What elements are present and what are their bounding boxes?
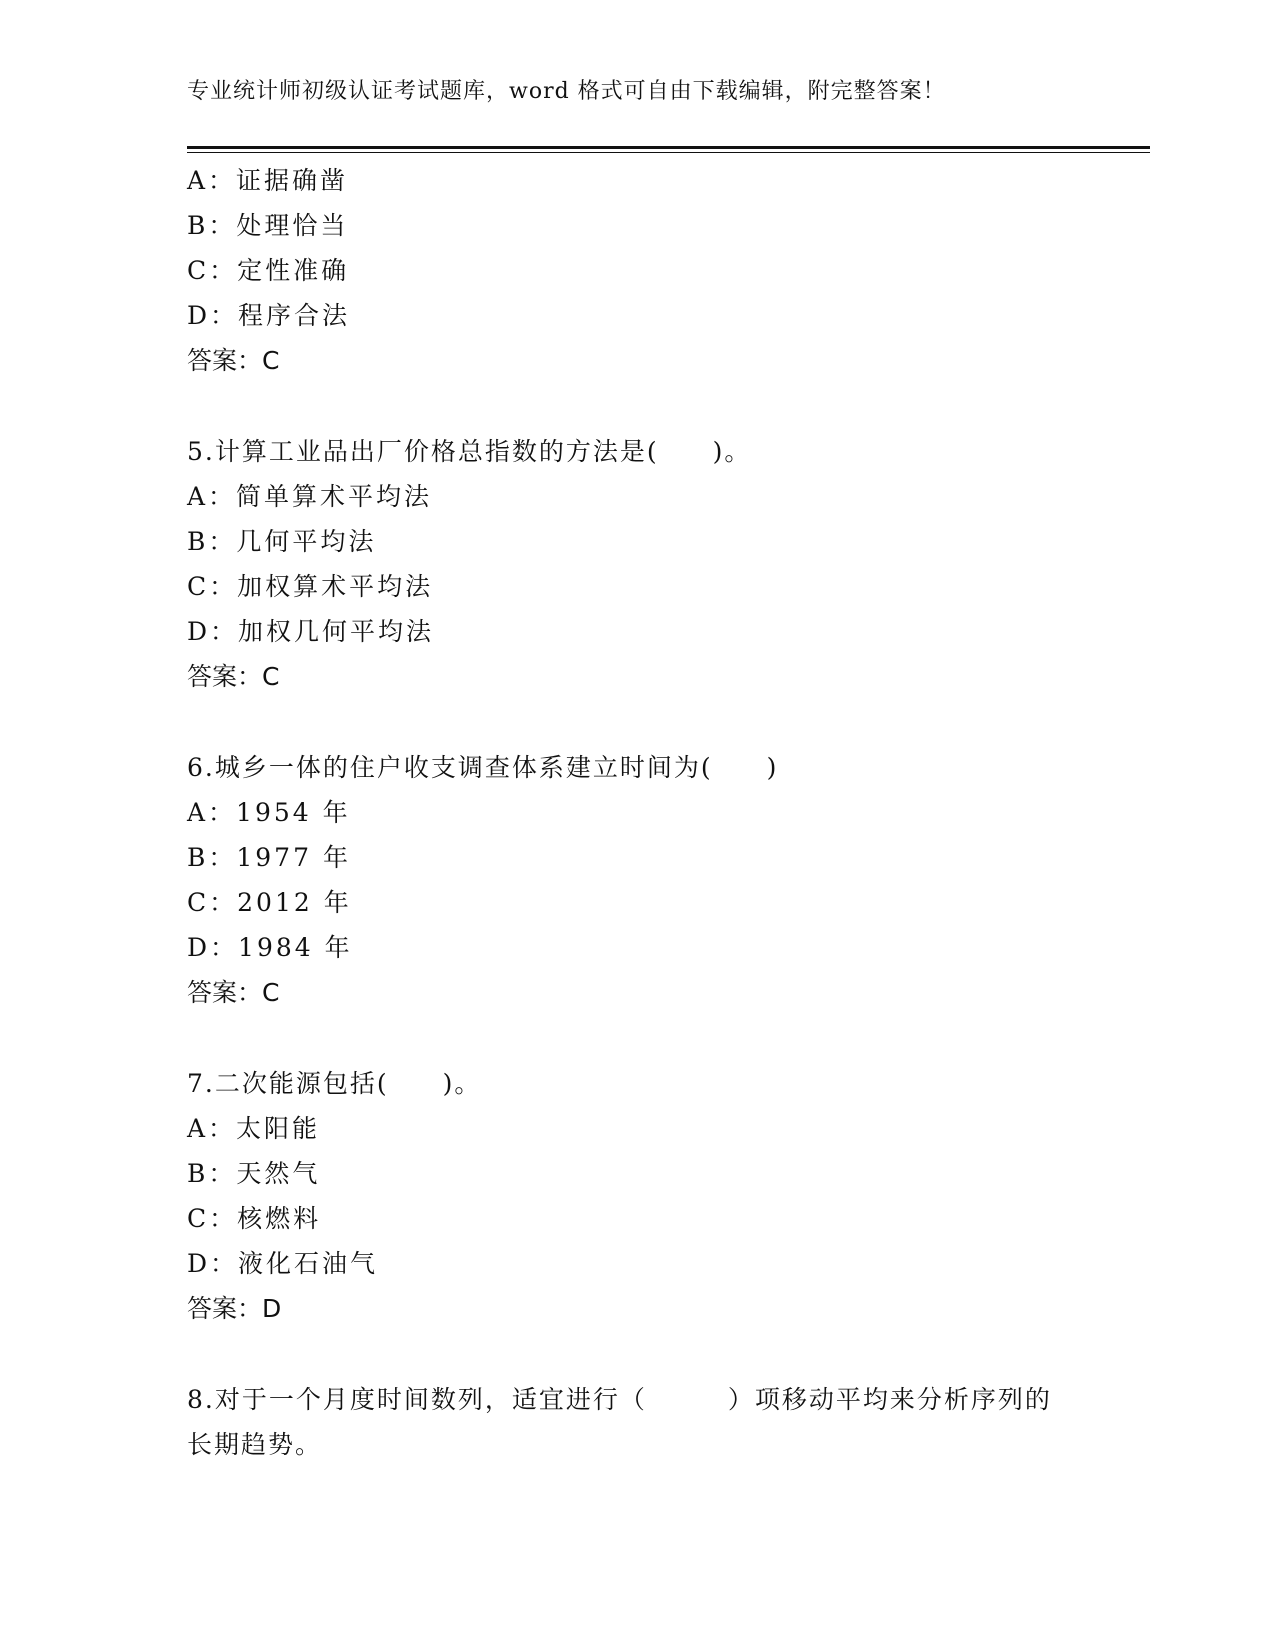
question-list bbox=[187, 158, 1107, 1467]
spacer bbox=[187, 1015, 1107, 1061]
answer: 答案：D bbox=[187, 1294, 282, 1323]
option-b: B：处理恰当 bbox=[187, 211, 349, 240]
spacer bbox=[187, 699, 1107, 745]
question-7 bbox=[187, 1061, 1107, 1331]
option-b: B：1977 年 bbox=[187, 843, 351, 872]
answer: 答案：C bbox=[187, 978, 280, 1007]
option-b: B：天然气 bbox=[187, 1159, 321, 1188]
option-d: D：1984 年 bbox=[187, 933, 353, 962]
header-rule-thin bbox=[187, 152, 1150, 153]
option-d: D：加权几何平均法 bbox=[187, 617, 435, 646]
answer: 答案：C bbox=[187, 346, 280, 375]
option-a: A：证据确凿 bbox=[187, 166, 349, 195]
spacer bbox=[187, 383, 1107, 429]
option-c: C：加权算术平均法 bbox=[187, 572, 434, 601]
option-b: B：几何平均法 bbox=[187, 527, 377, 556]
option-d: D：程序合法 bbox=[187, 301, 351, 330]
answer: 答案：C bbox=[187, 662, 280, 691]
option-c: C：核燃料 bbox=[187, 1204, 322, 1233]
document-header: 专业统计师初级认证考试题库，word 格式可自由下载编辑，附完整答案！ bbox=[187, 79, 946, 104]
question-5 bbox=[187, 429, 1107, 699]
question-6 bbox=[187, 745, 1107, 1015]
question-title: 8.对于一个月度时间数列，适宜进行（ ）项移动平均来分析序列的长期趋势。 bbox=[187, 1385, 1052, 1459]
question-8 bbox=[187, 1377, 1107, 1467]
option-c: C：定性准确 bbox=[187, 256, 350, 285]
option-d: D：液化石油气 bbox=[187, 1249, 379, 1278]
option-a: A：简单算术平均法 bbox=[187, 482, 433, 511]
spacer bbox=[187, 1331, 1107, 1377]
option-c: C：2012 年 bbox=[187, 888, 352, 917]
option-a: A：1954 年 bbox=[187, 798, 351, 827]
header-rule-thick bbox=[187, 146, 1150, 149]
question-title: 5.计算工业品出厂价格总指数的方法是( )。 bbox=[187, 437, 752, 466]
question-4-continued bbox=[187, 158, 1107, 383]
question-title: 7.二次能源包括( )。 bbox=[187, 1069, 482, 1098]
question-title: 6.城乡一体的住户收支调查体系建立时间为( ) bbox=[187, 753, 779, 782]
option-a: A：太阳能 bbox=[187, 1114, 321, 1143]
